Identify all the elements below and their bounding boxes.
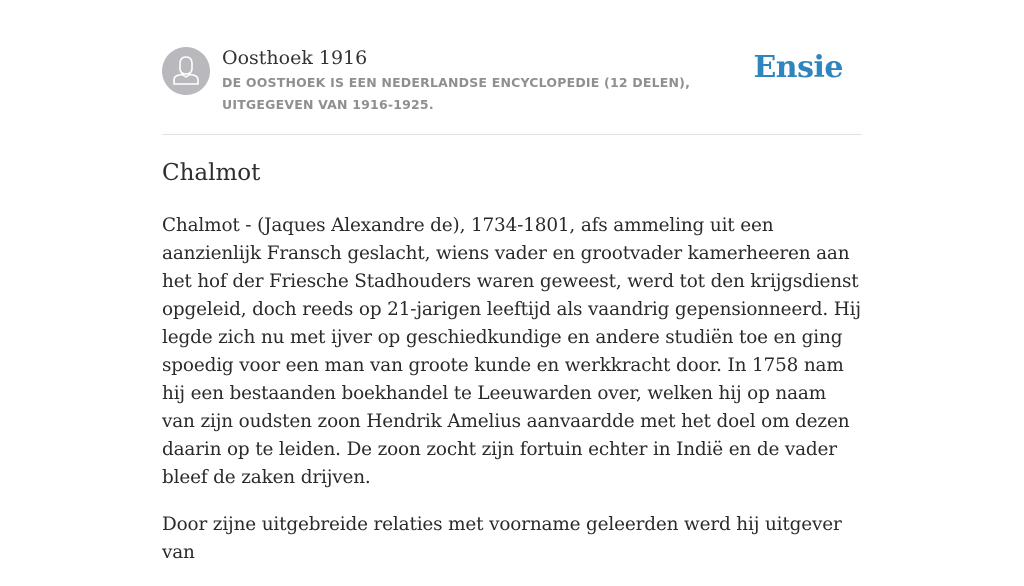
source-header xyxy=(162,0,862,135)
entry-paragraph: Door zijne uitgebreide relaties met voorname geleerden werd hij uitgever van xyxy=(162,514,842,563)
avatar[interactable] xyxy=(162,47,210,95)
user-icon xyxy=(162,47,210,95)
page-container xyxy=(162,0,862,563)
entry-paragraph: Chalmot - (Jaques Alexandre de), 1734-1801, afs ammeling uit een aanzienlijk Fransch geslacht, wiens vader en grootvader kamerheeren aan het hof der Friesche Stadhouders waren geweest, werd tot den krijgsdienst opgeleid, doch reeds op 21-jarigen leeftijd als vaandrig gepensionneerd. Hij legde zich nu met ijver op geschiedkundige en andere studiën toe en ging spoedig voor een man van groote kunde en werkkracht door. In 1758 nam hij een bestaanden boekhandel te Leeuwarden over, welken hij op naam van zijn oudsten zoon Hendrik Amelius aanvaardde met het doel om dezen daarin op te leiden. De zoon zocht zijn fortuin echter in Indië en de vader bleef de zaken drijven. xyxy=(162,215,861,488)
source-name[interactable]: Oosthoek 1916 xyxy=(222,47,368,69)
entry-body xyxy=(162,212,864,586)
source-info xyxy=(222,45,762,116)
brand-logo-link[interactable]: Ensie xyxy=(753,50,843,85)
source-description: DE OOSTHOEK IS EEN NEDERLANDSE ENCYCLOPEDIE (12 DELEN), UITGEGEVEN VAN 1916-1925. xyxy=(222,75,691,112)
entry-title: Chalmot xyxy=(162,160,261,186)
